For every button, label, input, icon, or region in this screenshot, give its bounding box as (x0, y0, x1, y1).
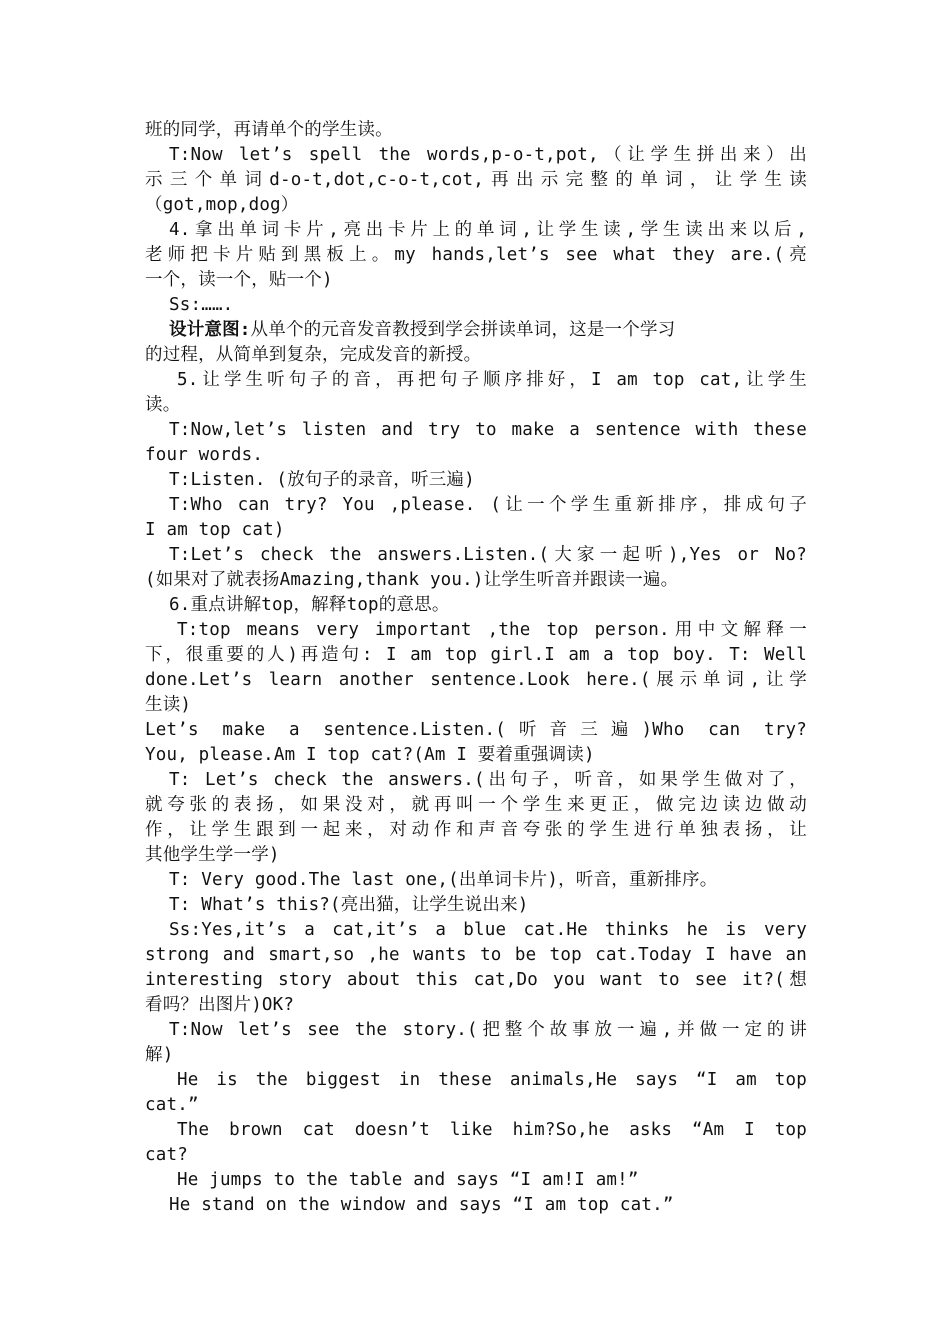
text-line: 读。 (145, 395, 181, 415)
text-line: done.Let’s learn another sentence.Look here.(展示单词,让学 (145, 670, 807, 690)
text-line: 5.让学生听句子的音，再把句子顺序排好，I am top cat,让学生 (177, 370, 807, 390)
text-line: interesting story about this cat,Do you want to see it?(想 (145, 970, 807, 990)
text-line: T:Who can try? You ,please. (让一个学生重新排序，排成句子 (169, 495, 807, 515)
text-line: Ss:Yes,it’s a cat,it’s a blue cat.He thinks he is very (169, 920, 807, 940)
text-line: He jumps to the table and says “I am!I am!” (177, 1170, 639, 1190)
text-line: 示三个单词d-o-t,dot,c-o-t,cot,再出示完整的单词，让学生读 (145, 170, 807, 190)
text-line: I am top cat) (145, 520, 285, 540)
text-line: 作，让学生跟到一起来，对动作和声音夸张的学生进行单独表扬，让 (145, 820, 807, 840)
text-line: 解) (145, 1045, 174, 1065)
text-line: He is the biggest in these animals,He says “I am top (177, 1070, 807, 1090)
text-line: T:Now let’s see the story.(把整个故事放一遍,并做一定的讲 (169, 1020, 807, 1040)
text-line: T:Now let’s spell the words,p-o-t,pot,（让学生拼出来）出 (169, 145, 807, 165)
text-line: 其他学生学一学) (145, 845, 280, 865)
text-line: You, please.Am I top cat?(Am I 要着重强调读) (145, 745, 595, 765)
text-line: T:Listen. (放句子的录音，听三遍) (169, 470, 475, 490)
text-line: 就夸张的表扬，如果没对，就再叫一个学生来更正，做完边读边做动 (145, 795, 807, 815)
text-line: cat.” (145, 1095, 199, 1115)
text-line: The brown cat doesn’t like him?So,he asks “Am I top (177, 1120, 807, 1140)
text-line: 一个，读一个，贴一个) (145, 270, 333, 290)
text-line: T: Very good.The last one,(出单词卡片)，听音，重新排序。 (169, 870, 718, 890)
text-line: 生读) (145, 695, 192, 715)
design-intent-line (145, 318, 807, 343)
text-line: T:top means very important ,the top person.用中文解释一 (177, 620, 807, 640)
text-line: 的过程，从简单到复杂，完成发音的新授。 (145, 345, 482, 365)
text-line: T:Let’s check the answers.Listen.(大家一起听),Yes or No? (169, 545, 807, 565)
text-line: 班的同学，再请单个的学生读。 (145, 120, 393, 140)
document-page (145, 118, 807, 1218)
text-line: Let’s make a sentence.Listen.(听音三遍)Who can try? (145, 720, 807, 740)
text-line: 6.重点讲解top，解释top的意思。 (169, 595, 450, 615)
design-intent-label: 设计意图: (169, 320, 251, 340)
text-line: 看吗？出图片)OK? (145, 995, 295, 1015)
text-line: T:Now,let’s listen and try to make a sentence with these (169, 420, 807, 440)
text-line: He stand on the window and says “I am top cat.” (169, 1195, 674, 1215)
text-line: T: What’s this?(亮出猫，让学生说出来) (169, 895, 529, 915)
text-line: T: Let’s check the answers.(出句子，听音，如果学生做对了， (169, 770, 807, 790)
text-line: Ss:……. (169, 295, 234, 315)
text-line: 4.拿出单词卡片,亮出卡片上的单词,让学生读,学生读出来以后, (169, 220, 807, 240)
text-line: 老师把卡片贴到黑板上。my hands,let’s see what they are.(亮 (145, 245, 807, 265)
design-intent-text: 从单个的元音发音教授到学会拼读单词，这是一个学习 (250, 320, 676, 340)
text-line: (如果对了就表扬Amazing,thank you.)让学生听音并跟读一遍。 (145, 570, 679, 590)
text-line: （got,mop,dog） (145, 195, 299, 215)
text-line: four words. (145, 445, 264, 465)
text-line: cat? (145, 1145, 188, 1165)
text-line: 下，很重要的人)再造句: I am top girl.I am a top boy. T: Well (145, 645, 807, 665)
text-line: strong and smart,so ,he wants to be top cat.Today I have an (145, 945, 807, 965)
